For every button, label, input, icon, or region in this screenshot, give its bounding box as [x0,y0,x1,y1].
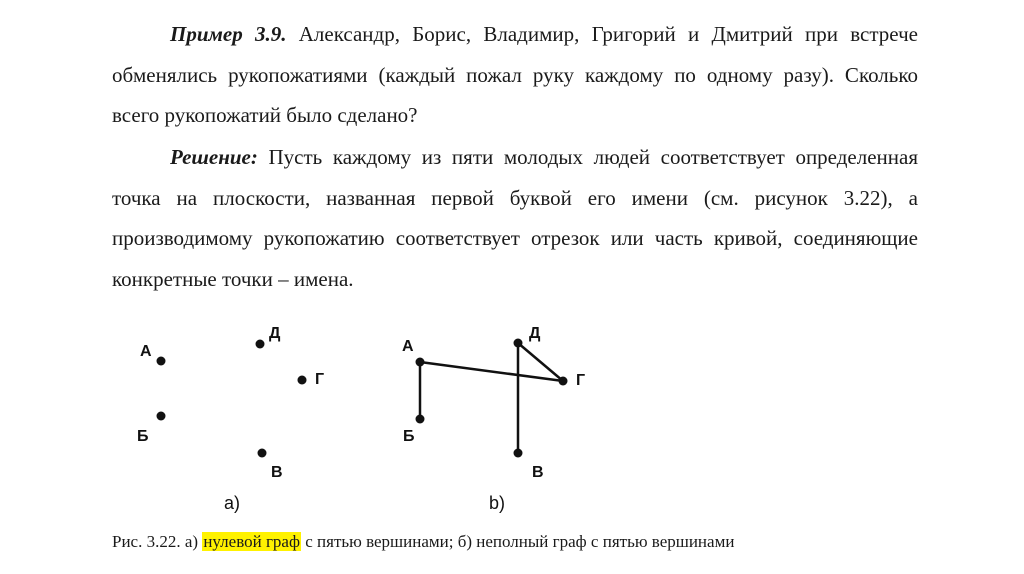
graph-b-label-b: Б [403,428,415,445]
graph-a-vertex-a [157,357,166,366]
graph-b-caption: b) [489,493,506,513]
caption-prefix: Рис. 3.22. а) [112,532,203,551]
graph-a-vertex-b [157,412,166,421]
graph-a [137,325,324,513]
graph-b-vertex-v [514,449,523,458]
graph-a-label-b: Б [137,428,149,445]
graph-b [402,325,585,513]
example-text: Александр, Борис, Владимир, Григорий и Дмитрий при встрече обменялись рукопожатиями (каждый пожал руку каждому по одному разу). Сколько всего рукопожатий было сделано? [112,22,918,127]
caption-highlight: нулевой граф [203,532,300,551]
graph-b-vertex-a [416,358,425,367]
graph-a-vertex-d [256,340,265,349]
solution-text: Пусть каждому из пяти молодых людей соответствует определенная точка на плоскости, названная первой буквой его имени (см. рисунок 3.22), а производимому рукопожатию соответствует отрезок или часть кривой, соединяющие конкретные точки – имена. [112,145,918,291]
graph-b-vertex-d [514,339,523,348]
graph-a-caption: а) [224,493,241,513]
graph-b-label-v: В [532,464,544,481]
graph-b-label-d: Д [529,325,541,342]
graph-b-vertex-b [416,415,425,424]
figure-caption [112,530,734,554]
solution-label: Решение: [170,145,258,169]
graph-b-vertex-g [559,377,568,386]
graph-b-edge-a-g [420,362,563,381]
graph-a-label-d: Д [269,325,281,342]
example-label: Пример 3.9. [170,22,287,46]
graph-a-vertex-g [298,376,307,385]
graph-b-label-g: Г [576,372,586,389]
graph-a-label-g: Г [315,371,325,388]
caption-suffix: с пятью вершинами; б) неполный граф с пятью вершинами [300,532,735,551]
graph-a-label-a: А [140,343,152,360]
graph-a-vertex-v [258,449,267,458]
graph-a-label-v: В [271,464,283,481]
graph-b-label-a: А [402,338,414,355]
